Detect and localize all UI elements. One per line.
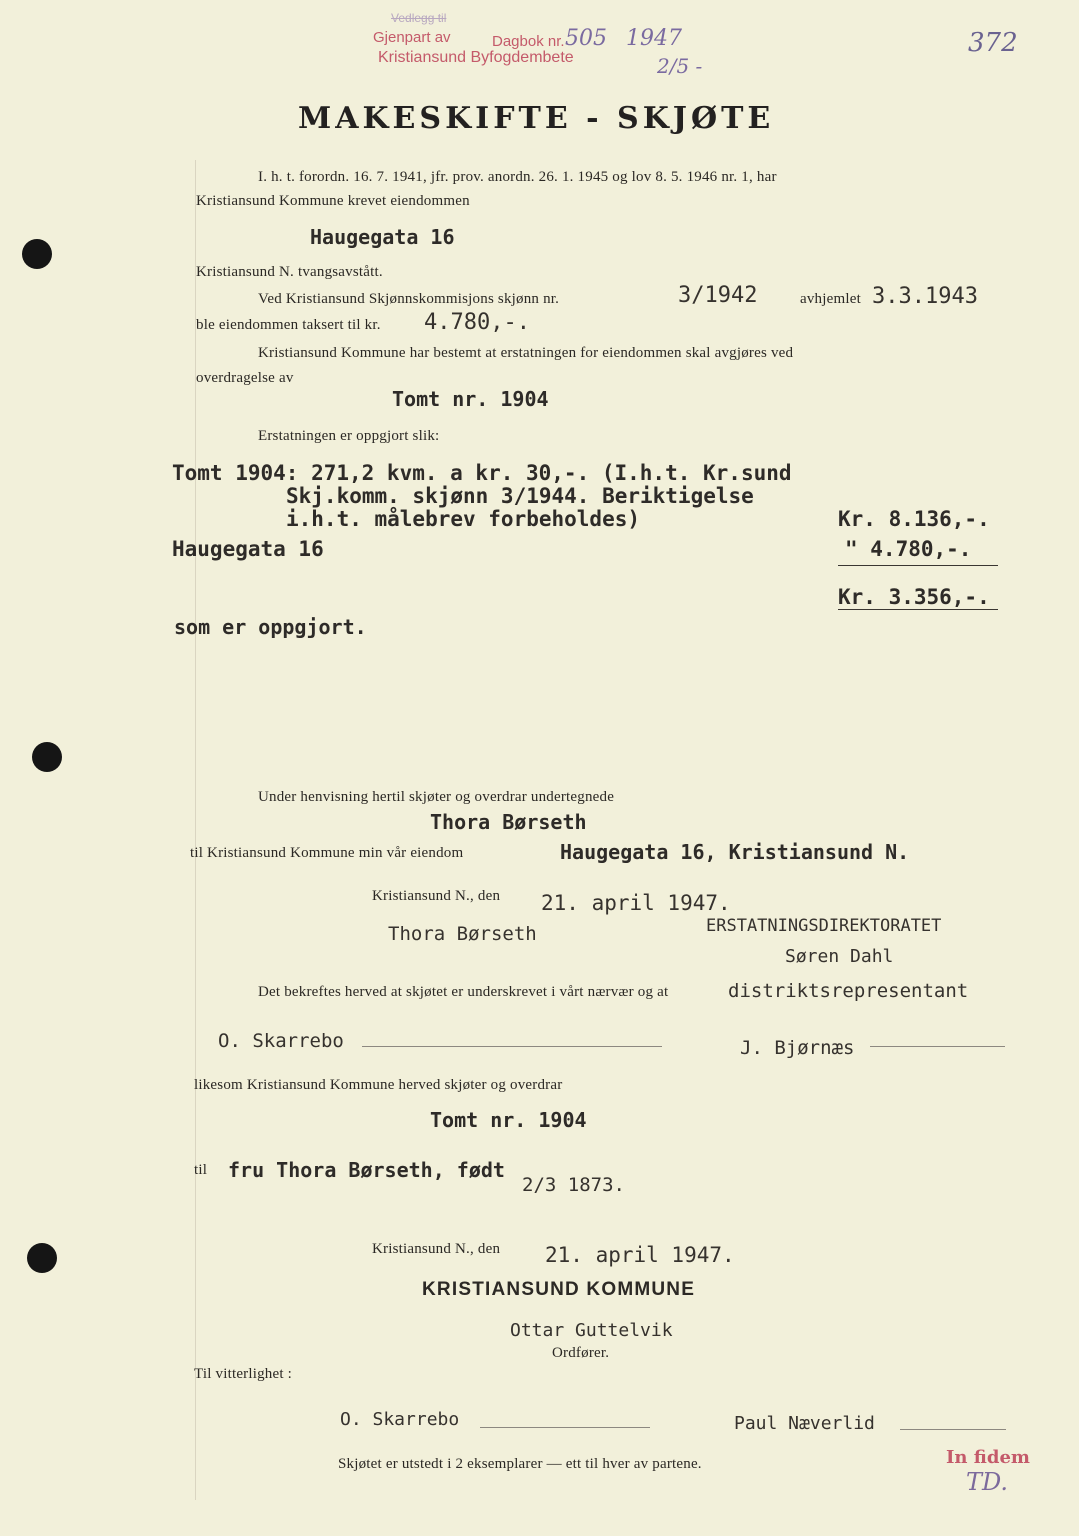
amount-underline (838, 565, 998, 566)
settlement-closing: som er oppgjort. (174, 615, 367, 639)
skjonn-number: 3/1942 (678, 283, 758, 308)
mayor-title: Ordfører. (552, 1345, 610, 1361)
stamp-crossed-text: Vedlegg til (391, 11, 447, 25)
municipal-authority: KRISTIANSUND KOMMUNE (422, 1279, 696, 1300)
punch-hole-bottom (27, 1243, 57, 1273)
transfer-line-1: Under henvisning hertil skjøter og overdrar undertegnede (258, 789, 615, 805)
directorate-role: distriktsrepresentant (728, 980, 969, 1002)
settlement-row1-line1: Tomt 1904: 271,2 kvm. a kr. 30,-. (I.h.t. Kr.sund (172, 461, 792, 485)
settlement-total: Kr. 3.356,-. (838, 585, 990, 609)
municipal-tomt: Tomt nr. 1904 (430, 1108, 587, 1132)
settlement-row2-label: Haugegata 16 (172, 537, 324, 561)
total-underline (838, 609, 998, 610)
intro-line-1: I. h. t. forordn. 16. 7. 1941, jfr. prov. anordn. 26. 1. 1945 og lov 8. 5. 1946 nr. 1, har (258, 169, 777, 185)
property-name: Haugegata 16 (310, 225, 455, 249)
page-number: 372 (968, 28, 1018, 58)
witness-2: J. Bjørnæs (740, 1037, 855, 1059)
intro-line-6: Kristiansund Kommune har bestemt at erstatningen for eiendommen skal avgjøres ved (258, 345, 794, 361)
municipal-place: Kristiansund N., den (372, 1241, 501, 1257)
tomt-number: Tomt nr. 1904 (392, 387, 549, 411)
witness-statement: Det bekreftes herved at skjøtet er underskrevet i vårt nærvær og at (258, 984, 669, 1000)
avhjemlet-date: 3.3.1943 (872, 284, 978, 309)
directorate-name: ERSTATNINGSDIREKTORATET (706, 916, 942, 936)
intro-line-2: Kristiansund Kommune krevet eiendommen (196, 193, 470, 209)
in-fidem-stamp: In fidem (946, 1447, 1030, 1468)
margin-line (195, 160, 196, 1500)
transfer-date: 21. april 1947. (541, 891, 731, 915)
initials: TD. (966, 1468, 1009, 1496)
recipient-born: 2/3 1873. (522, 1174, 625, 1196)
intro-line-3: Kristiansund N. tvangsavstått. (196, 264, 383, 280)
mayor-name: Ottar Guttelvik (510, 1320, 673, 1341)
dagbok-date: 2/5 - (657, 54, 703, 78)
stamp-copy: Gjenpart av (373, 29, 451, 46)
taksert-amount: 4.780,-. (424, 310, 530, 335)
intro-line-8: Erstatningen er oppgjort slik: (258, 428, 440, 444)
settlement-row1-line2: Skj.komm. skjønn 3/1944. Beriktigelse (286, 484, 754, 508)
municipal-witness-line-right (900, 1429, 1006, 1430)
intro-line-5: ble eiendommen taksert til kr. (196, 317, 381, 333)
document-title: MAKESKIFTE - SKJØTE (298, 101, 775, 136)
intro-line-7: overdragelse av (196, 370, 294, 386)
settlement-row2-amount: " 4.780,-. (845, 537, 972, 561)
signer-left: Thora Børseth (388, 923, 537, 945)
intro-line-4: Ved Kristiansund Skjønnskommisjons skjønn nr. (258, 291, 560, 307)
witness-line-right (870, 1046, 1005, 1047)
municipal-to: til (194, 1162, 208, 1178)
municipal-witness-2: Paul Næverlid (734, 1413, 875, 1434)
director-name: Søren Dahl (785, 946, 894, 967)
footer-note: Skjøtet er utstedt i 2 eksemplarer — ett til hver av partene. (338, 1456, 702, 1472)
dagbok-number: 505 (565, 26, 607, 51)
stamp-office: Kristiansund Byfogdembete (378, 49, 574, 66)
settlement-row1-amount: Kr. 8.136,-. (838, 507, 990, 531)
transfer-place: Kristiansund N., den (372, 888, 501, 904)
witness-1: O. Skarrebo (218, 1030, 344, 1052)
property-full: Haugegata 16, Kristiansund N. (560, 840, 910, 864)
settlement-row1-line3: i.h.t. målebrev forbeholdes) (286, 507, 641, 531)
vitterlighet-label: Til vitterlighet : (194, 1366, 293, 1382)
municipal-date: 21. april 1947. (545, 1243, 735, 1267)
municipal-witness-line-left (480, 1427, 650, 1428)
municipal-line-1: likesom Kristiansund Kommune herved skjøter og overdrar (194, 1077, 563, 1093)
dagbok-label: Dagbok nr. (492, 33, 565, 50)
punch-hole-top (22, 239, 52, 269)
punch-hole-middle (32, 742, 62, 772)
witness-line-left (362, 1046, 662, 1047)
avhjemlet-label: avhjemlet (800, 291, 861, 307)
owner-name: Thora Børseth (430, 810, 587, 834)
recipient-name: fru Thora Børseth, født (228, 1158, 505, 1182)
transfer-line-2: til Kristiansund Kommune min vår eiendom (190, 845, 464, 861)
dagbok-year: 1947 (626, 26, 682, 51)
municipal-witness-1: O. Skarrebo (340, 1409, 460, 1430)
